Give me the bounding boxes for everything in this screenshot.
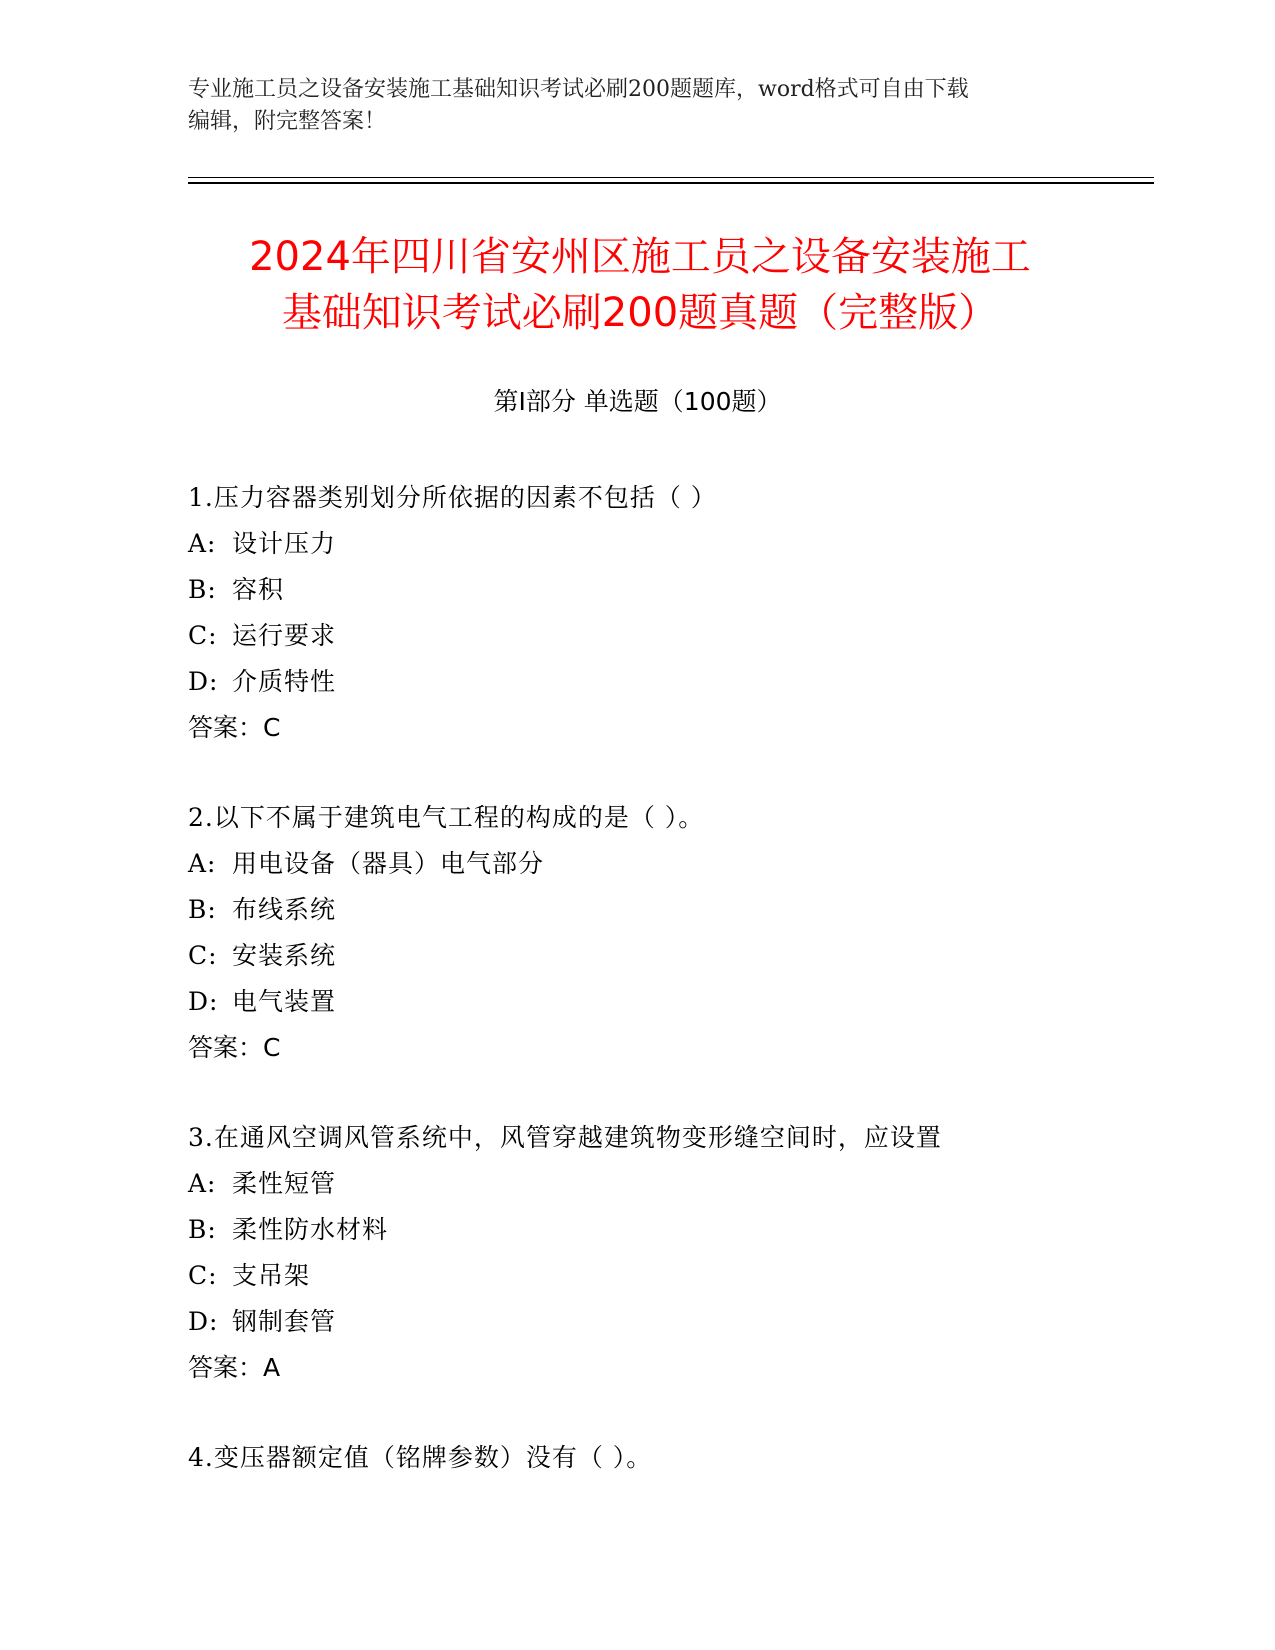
option-d <box>188 1299 1188 1345</box>
answer-value: C <box>263 713 281 742</box>
option-text: 容积 <box>232 575 285 604</box>
option-b <box>188 887 1188 933</box>
option-text: 介质特性 <box>232 667 337 696</box>
option-a <box>188 521 1188 567</box>
option-b <box>188 1207 1188 1253</box>
option-text: 柔性防水材料 <box>232 1215 389 1244</box>
answer-line <box>188 705 1188 751</box>
header-divider-thin <box>188 177 1154 178</box>
option-c <box>188 933 1188 979</box>
option-label: D: <box>188 987 219 1016</box>
option-label: D: <box>188 1307 219 1336</box>
question-block-1 <box>188 475 1188 751</box>
option-text: 布线系统 <box>232 895 337 924</box>
document-title <box>160 229 1120 341</box>
option-a <box>188 1161 1188 1207</box>
section-heading: 第Ⅰ部分 单选题（100题） <box>493 387 782 416</box>
option-text: 运行要求 <box>232 621 337 650</box>
question-stem: 3.在通风空调风管系统中，风管穿越建筑物变形缝空间时，应设置 <box>188 1123 942 1152</box>
answer-prefix: 答案： <box>188 1353 264 1382</box>
option-label: A: <box>188 529 217 558</box>
option-text: 钢制套管 <box>232 1307 337 1336</box>
answer-line <box>188 1025 1188 1071</box>
option-a <box>188 841 1188 887</box>
answer-prefix: 答案： <box>188 713 264 742</box>
answer-value: A <box>263 1353 281 1382</box>
answer-prefix: 答案： <box>188 1033 264 1062</box>
header-note-line-2: 编辑，附完整答案！ <box>188 109 387 134</box>
option-c <box>188 613 1188 659</box>
option-label: D: <box>188 667 219 696</box>
option-label: C: <box>188 621 218 650</box>
option-label: B: <box>188 1215 217 1244</box>
option-c <box>188 1253 1188 1299</box>
option-text: 柔性短管 <box>232 1169 337 1198</box>
question-block-2 <box>188 795 1188 1071</box>
question-stem: 1.压力容器类别划分所依据的因素不包括（ ） <box>188 483 717 512</box>
title-line-1: 2024年四川省安州区施工员之设备安装施工 <box>249 234 1031 280</box>
question-stem: 2.以下不属于建筑电气工程的构成的是（ ）。 <box>188 803 705 832</box>
question-block-4 <box>188 1435 1188 1481</box>
title-line-2: 基础知识考试必刷200题真题（完整版） <box>281 290 999 336</box>
option-text: 安装系统 <box>232 941 337 970</box>
option-label: A: <box>188 849 217 878</box>
option-text: 用电设备（器具）电气部分 <box>232 849 545 878</box>
option-label: C: <box>188 941 218 970</box>
option-d <box>188 979 1188 1025</box>
answer-line <box>188 1345 1188 1391</box>
option-text: 电气装置 <box>232 987 337 1016</box>
question-block-3 <box>188 1115 1188 1391</box>
option-text: 设计压力 <box>232 529 337 558</box>
question-stem: 4.变压器额定值（铭牌参数）没有（ ）。 <box>188 1443 653 1472</box>
answer-value: C <box>263 1033 281 1062</box>
option-label: A: <box>188 1169 217 1198</box>
option-text: 支吊架 <box>232 1261 311 1290</box>
option-label: B: <box>188 575 217 604</box>
header-note-line-1: 专业施工员之设备安装施工基础知识考试必刷200题题库，word格式可自由下载 <box>188 77 969 102</box>
header-divider-thick <box>188 182 1154 184</box>
option-label: B: <box>188 895 217 924</box>
document-header-note <box>188 74 1088 138</box>
option-d <box>188 659 1188 705</box>
option-label: C: <box>188 1261 218 1290</box>
option-b <box>188 567 1188 613</box>
